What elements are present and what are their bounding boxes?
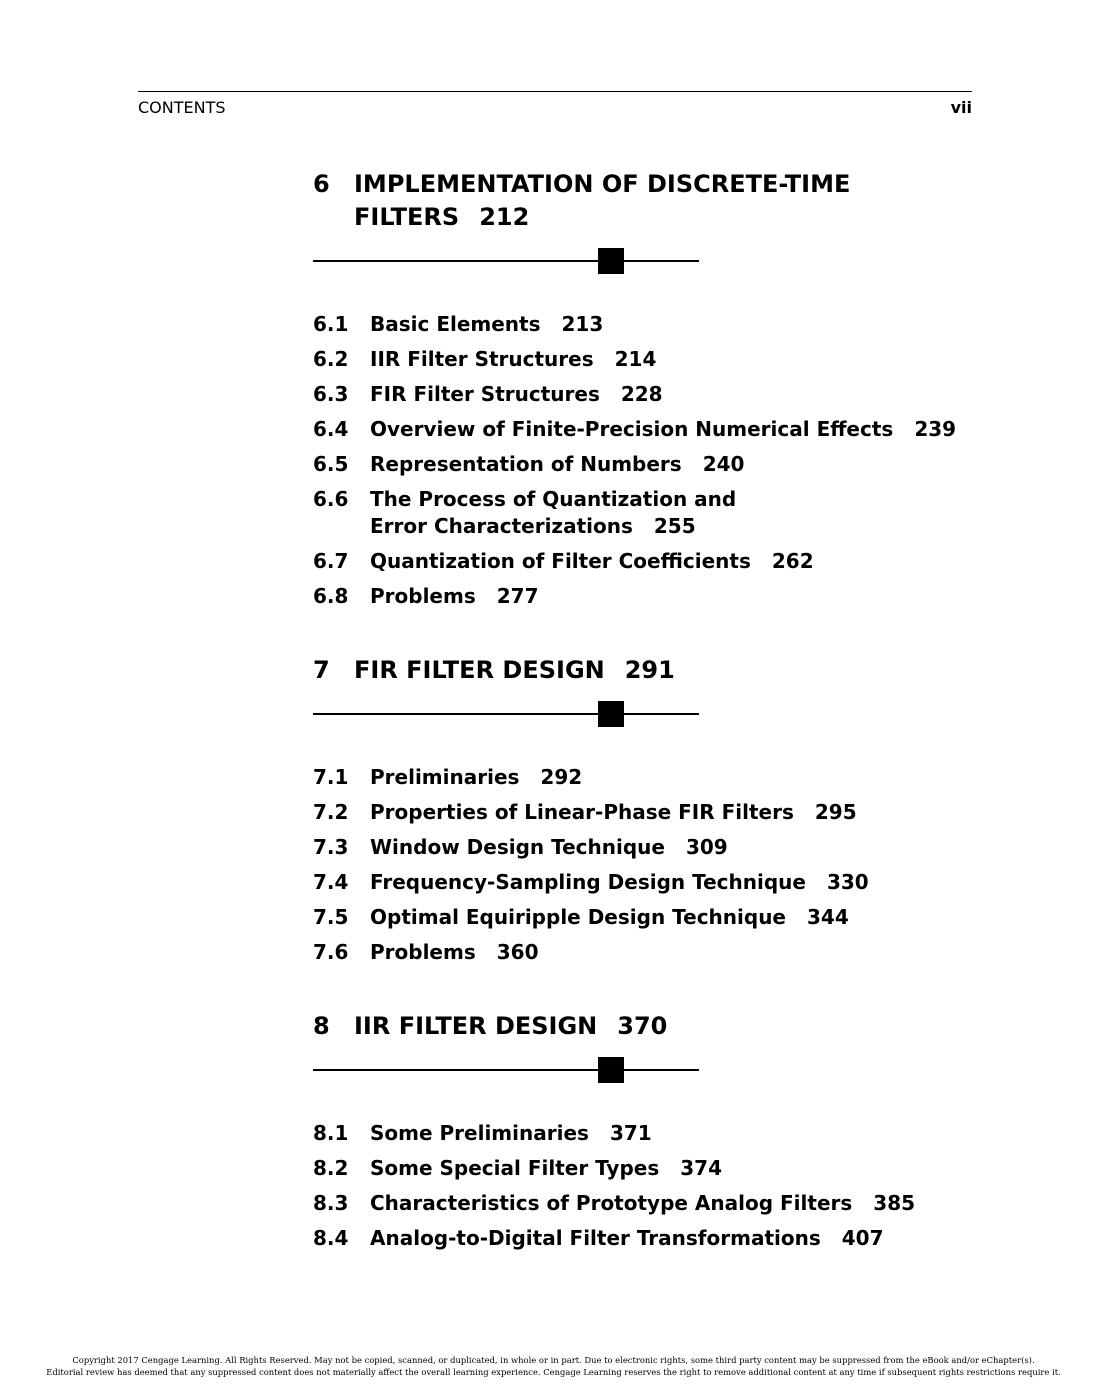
section-title: Problems — [370, 584, 476, 608]
header-rule — [138, 91, 972, 92]
chapter-ornament — [313, 1057, 699, 1083]
copyright-footer — [0, 1354, 1107, 1378]
section-list — [313, 311, 990, 610]
section-number: 6.4 — [313, 417, 349, 441]
chapter-title: FIR FILTER DESIGN — [354, 656, 605, 684]
section-number: 6.8 — [313, 584, 349, 608]
chapter-7 — [313, 654, 990, 974]
section-number: 8.4 — [313, 1226, 349, 1250]
section-page: 239 — [914, 417, 957, 441]
toc-entry[interactable] — [313, 583, 990, 610]
section-title: Preliminaries — [370, 765, 520, 789]
section-title: Problems — [370, 940, 476, 964]
section-page: 295 — [814, 800, 857, 824]
section-number: 7.1 — [313, 765, 349, 789]
section-page: 385 — [873, 1191, 916, 1215]
section-title: Characteristics of Prototype Analog Filters — [370, 1191, 853, 1215]
section-page: 360 — [496, 940, 539, 964]
copyright-line: Copyright 2017 Cengage Learning. All Rights Reserved. May not be copied, scanned, or duplicated, in whole or in part. Due to electronic rights, some third party content may be suppressed from the eBook and/or eChapter(s). — [72, 1355, 1035, 1365]
section-title: IIR Filter Structures — [370, 347, 594, 371]
section-number: 8.3 — [313, 1191, 349, 1215]
chapter-ornament — [313, 248, 699, 274]
chapter-page: 291 — [624, 656, 675, 684]
section-number: 6.5 — [313, 452, 349, 476]
toc-entry[interactable] — [313, 799, 990, 826]
chapter-number: 8 — [313, 1012, 330, 1040]
section-list — [313, 764, 990, 966]
page-number: vii — [950, 98, 972, 117]
section-title: Optimal Equiripple Design Technique — [370, 905, 786, 929]
running-title: CONTENTS — [138, 98, 226, 117]
toc-entry[interactable] — [313, 869, 990, 896]
chapter-title: IMPLEMENTATION OF DISCRETE-TIME FILTERS — [354, 170, 851, 231]
section-page: 344 — [807, 905, 849, 929]
section-page: 330 — [826, 870, 869, 894]
section-page: 292 — [540, 765, 583, 789]
section-title: FIR Filter Structures — [370, 382, 600, 406]
section-page: 277 — [496, 584, 539, 608]
section-number: 7.6 — [313, 940, 349, 964]
section-number: 6.2 — [313, 347, 349, 371]
toc-entry[interactable] — [313, 904, 990, 931]
section-number: 7.5 — [313, 905, 349, 929]
section-title: Overview of Finite-Precision Numerical Effects — [370, 417, 894, 441]
section-page: 240 — [702, 452, 745, 476]
chapter-page: 370 — [617, 1012, 668, 1040]
chapter-ornament — [313, 701, 699, 727]
section-title: Analog-to-Digital Filter Transformations — [370, 1226, 821, 1250]
chapter-page: 212 — [479, 203, 530, 231]
section-title: Representation of Numbers — [370, 452, 682, 476]
section-number: 7.2 — [313, 800, 349, 824]
chapter-8 — [313, 1010, 990, 1260]
section-page: 262 — [771, 549, 814, 573]
section-list — [313, 1120, 990, 1252]
section-title: Some Special Filter Types — [370, 1156, 660, 1180]
chapter-6 — [313, 168, 990, 618]
toc-entry[interactable] — [313, 1155, 990, 1182]
toc-entry[interactable] — [313, 1120, 990, 1147]
section-page: 309 — [685, 835, 728, 859]
chapter-title: IIR FILTER DESIGN — [354, 1012, 598, 1040]
section-title: Window Design Technique — [370, 835, 665, 859]
section-title: The Process of Quantization and Error Characterizations — [370, 487, 737, 538]
chapter-heading — [313, 168, 914, 234]
copyright-line: Editorial review has deemed that any suppressed content does not materially affect the overall learning experience. Cengage Learning reserves the right to remove additional content at any time if subsequent rights restrictions require it. — [46, 1367, 1061, 1377]
section-number: 7.4 — [313, 870, 349, 894]
section-number: 6.6 — [313, 487, 349, 511]
toc-entry[interactable] — [313, 486, 790, 540]
chapter-heading — [313, 1010, 914, 1043]
section-page: 371 — [609, 1121, 652, 1145]
toc-entry[interactable] — [313, 311, 990, 338]
toc-entry[interactable] — [313, 416, 990, 443]
section-number: 8.1 — [313, 1121, 349, 1145]
section-number: 8.2 — [313, 1156, 349, 1180]
section-page: 213 — [561, 312, 604, 336]
toc-entry[interactable] — [313, 1225, 990, 1252]
section-page: 407 — [841, 1226, 884, 1250]
toc-entry[interactable] — [313, 834, 990, 861]
section-number: 7.3 — [313, 835, 349, 859]
toc-entry[interactable] — [313, 381, 990, 408]
toc-entry[interactable] — [313, 451, 990, 478]
toc-entry[interactable] — [313, 764, 990, 791]
toc-entry[interactable] — [313, 548, 990, 575]
section-page: 255 — [653, 514, 696, 538]
section-page: 374 — [680, 1156, 722, 1180]
section-page: 228 — [620, 382, 663, 406]
chapter-number: 6 — [313, 170, 330, 198]
section-page: 214 — [614, 347, 657, 371]
section-number: 6.3 — [313, 382, 349, 406]
toc-entry[interactable] — [313, 346, 990, 373]
section-number: 6.7 — [313, 549, 349, 573]
chapter-number: 7 — [313, 656, 330, 684]
section-number: 6.1 — [313, 312, 349, 336]
chapter-heading — [313, 654, 914, 687]
section-title: Properties of Linear-Phase FIR Filters — [370, 800, 794, 824]
section-title: Quantization of Filter Coefficients — [370, 549, 751, 573]
section-title: Some Preliminaries — [370, 1121, 589, 1145]
toc-entry[interactable] — [313, 1190, 990, 1217]
section-title: Frequency-Sampling Design Technique — [370, 870, 806, 894]
toc-entry[interactable] — [313, 939, 990, 966]
section-title: Basic Elements — [370, 312, 541, 336]
